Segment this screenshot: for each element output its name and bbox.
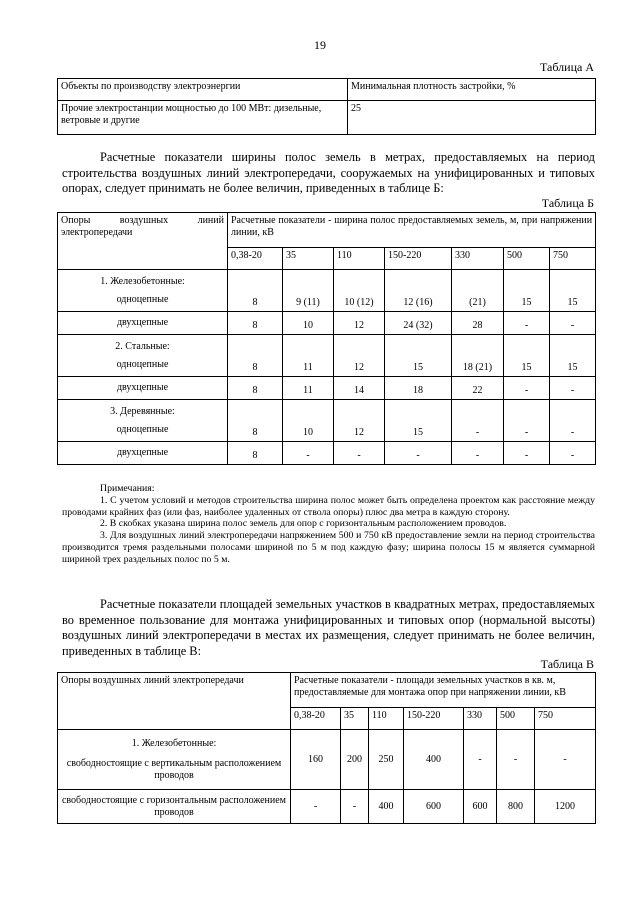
table-b-cell: 18: [385, 377, 452, 400]
table-v-group-title: 1. Железобетонные:: [131, 737, 217, 749]
table-b-row-label: одноцепные: [58, 355, 228, 377]
table-b: [57, 212, 596, 465]
table-b-cell: 9 (11): [283, 290, 334, 312]
table-b-voltage: 500: [504, 248, 550, 270]
table-b-cell: -: [452, 442, 504, 465]
table-v-group-cell: [58, 730, 291, 790]
table-v-voltage: 750: [535, 708, 596, 730]
table-b-cell: -: [550, 377, 596, 400]
table-b-cell: -: [550, 312, 596, 335]
table-b-cell: -: [452, 420, 504, 442]
table-v: [57, 672, 596, 824]
table-b-cell: 11: [283, 377, 334, 400]
table-row: [58, 790, 596, 824]
table-row: [58, 442, 596, 465]
table-b-cell: -: [504, 442, 550, 465]
table-v-voltage: 110: [369, 708, 404, 730]
table-v-cell: 400: [369, 790, 404, 824]
table-a: [57, 78, 596, 135]
table-b-cell: 8: [228, 377, 283, 400]
paragraph-v: Расчетные показатели площадей земельных участков в квадратных метрах, предоставляемых во временное пользование для монтажа унифицированных и типовых опор (нормальной высоты) воздушных линий электропередачи в местах их размещения, следует принимать не более величин, приведенных в таблице В:: [62, 597, 595, 658]
table-a-caption: Таблица А: [540, 60, 594, 74]
table-b-group-title: 3. Деревянные:: [58, 400, 228, 420]
table-v-voltage: 35: [341, 708, 369, 730]
table-b-row-label: двухцепные: [58, 377, 228, 400]
table-row: [58, 312, 596, 335]
note-item: 3. Для воздушных линий электропередачи напряжением 500 и 750 кВ предоставление земли на период строительства производится тремя раздельными полосами шириной по 5 м под каждую фазу; ширина полосы 15 м является суммарной шириной трех раздельных полос по 5 м.: [62, 530, 595, 565]
table-b-cell: 22: [452, 377, 504, 400]
table-v-cell: -: [341, 790, 369, 824]
table-b-voltage: 150-220: [385, 248, 452, 270]
table-v-cell: 250: [369, 730, 404, 790]
table-b-cell: 8: [228, 355, 283, 377]
table-v-cell: 600: [464, 790, 497, 824]
table-b-cell: 8: [228, 442, 283, 465]
table-v-voltage: 0,38-20: [291, 708, 341, 730]
table-b-cell: 15: [385, 355, 452, 377]
notes-block: [62, 483, 595, 566]
table-b-cell: 11: [283, 355, 334, 377]
table-b-voltage: 330: [452, 248, 504, 270]
table-b-cell: 15: [550, 290, 596, 312]
table-b-cell: 24 (32): [385, 312, 452, 335]
table-b-cell: 8: [228, 420, 283, 442]
table-v-row-label: свободностоящие с горизонтальным расположением проводов: [58, 790, 291, 824]
table-b-cell: -: [334, 442, 385, 465]
table-b-group-title: 1. Железобетонные:: [58, 270, 228, 290]
table-b-row-label: двухцепные: [58, 312, 228, 335]
table-b-row-label: одноцепные: [58, 290, 228, 312]
table-b-cell: 8: [228, 312, 283, 335]
table-b-cell: -: [385, 442, 452, 465]
table-b-cell: 12: [334, 420, 385, 442]
table-b-voltage: 110: [334, 248, 385, 270]
table-v-voltage: 500: [497, 708, 535, 730]
page-number: 19: [314, 38, 326, 52]
table-b-cell: -: [504, 420, 550, 442]
table-b-cell: 12: [334, 312, 385, 335]
table-row: [58, 355, 596, 377]
table-b-row-label: двухцепные: [58, 442, 228, 465]
table-b-voltage: 0,38-20: [228, 248, 283, 270]
table-b-cell: 28: [452, 312, 504, 335]
note-item: 1. С учетом условий и методов строительства ширина полос может быть определена проектом как расстояние между проводами крайних фаз (или фаз, наиболее удаленных от ствола опоры) плюс два метра в каждую сторону.: [62, 494, 595, 518]
table-v-cell: -: [464, 730, 497, 790]
table-b-cell: 12: [334, 355, 385, 377]
table-v-cell: -: [497, 730, 535, 790]
table-b-voltage: 750: [550, 248, 596, 270]
table-b-group-title: 2. Стальные:: [58, 335, 228, 355]
table-b-caption: Таблица Б: [541, 196, 594, 210]
table-b-voltage: 35: [283, 248, 334, 270]
table-a-cell-objects: Прочие электростанции мощностью до 100 МВт: дизельные, ветровые и другие: [58, 101, 348, 135]
table-b-cell: 14: [334, 377, 385, 400]
table-v-cell: 600: [404, 790, 464, 824]
table-b-cell: 8: [228, 290, 283, 312]
table-a-cell-density: 25: [348, 101, 596, 135]
table-row: [58, 290, 596, 312]
table-row: [58, 420, 596, 442]
table-v-row-label: свободностоящие с вертикальным расположением проводов: [66, 757, 282, 781]
table-a-header-density: Минимальная плотность застройки, %: [348, 79, 596, 101]
table-b-cell: 12 (16): [385, 290, 452, 312]
table-b-cell: 15: [504, 355, 550, 377]
table-a-header-objects: Объекты по производству электроэнергии: [58, 79, 348, 101]
table-b-cell: -: [550, 420, 596, 442]
table-b-row-label: одноцепные: [58, 420, 228, 442]
table-v-caption: Таблица В: [540, 657, 594, 671]
table-v-voltage: 150-220: [404, 708, 464, 730]
table-v-cell: 400: [404, 730, 464, 790]
table-b-cell: 15: [504, 290, 550, 312]
table-row: [58, 730, 596, 790]
table-b-cell: 10 (12): [334, 290, 385, 312]
table-b-cell: -: [550, 442, 596, 465]
paragraph-b: Расчетные показатели ширины полос земель в метрах, предоставляемых на период строительства воздушных линий электропередачи, сооружаемых на унифицированных и типовых опорах, следует принимать не более величин, приведенных в таблице Б:: [62, 150, 595, 195]
table-b-cell: -: [504, 312, 550, 335]
notes-title: Примечания:: [100, 483, 155, 494]
table-v-cell: 200: [341, 730, 369, 790]
table-v-header-supports: Опоры воздушных линий электропередачи: [58, 673, 291, 730]
table-b-cell: 15: [550, 355, 596, 377]
table-v-cell: 1200: [535, 790, 596, 824]
table-row: [58, 377, 596, 400]
table-b-header-width: Расчетные показатели - ширина полос предоставляемых земель, м, при напряжении линии, кВ: [228, 213, 596, 248]
table-v-cell: -: [291, 790, 341, 824]
table-b-cell: 18 (21): [452, 355, 504, 377]
table-b-cell: 15: [385, 420, 452, 442]
table-b-cell: 10: [283, 420, 334, 442]
table-b-cell: -: [504, 377, 550, 400]
table-v-cell: -: [535, 730, 596, 790]
table-b-header-supports: Опоры воздушных линий электропередачи: [58, 213, 228, 270]
table-v-voltage: 330: [464, 708, 497, 730]
table-b-cell: 10: [283, 312, 334, 335]
table-v-header-area: Расчетные показатели - площади земельных участков в кв. м, предоставляемые для монтажа опор при напряжении линии, кВ: [291, 673, 596, 708]
table-b-cell: -: [283, 442, 334, 465]
note-item: 2. В скобках указана ширина полос земель для опор с горизонтальным расположением проводов.: [100, 518, 507, 530]
table-v-cell: 800: [497, 790, 535, 824]
table-v-cell: 160: [291, 730, 341, 790]
table-b-cell: (21): [452, 290, 504, 312]
